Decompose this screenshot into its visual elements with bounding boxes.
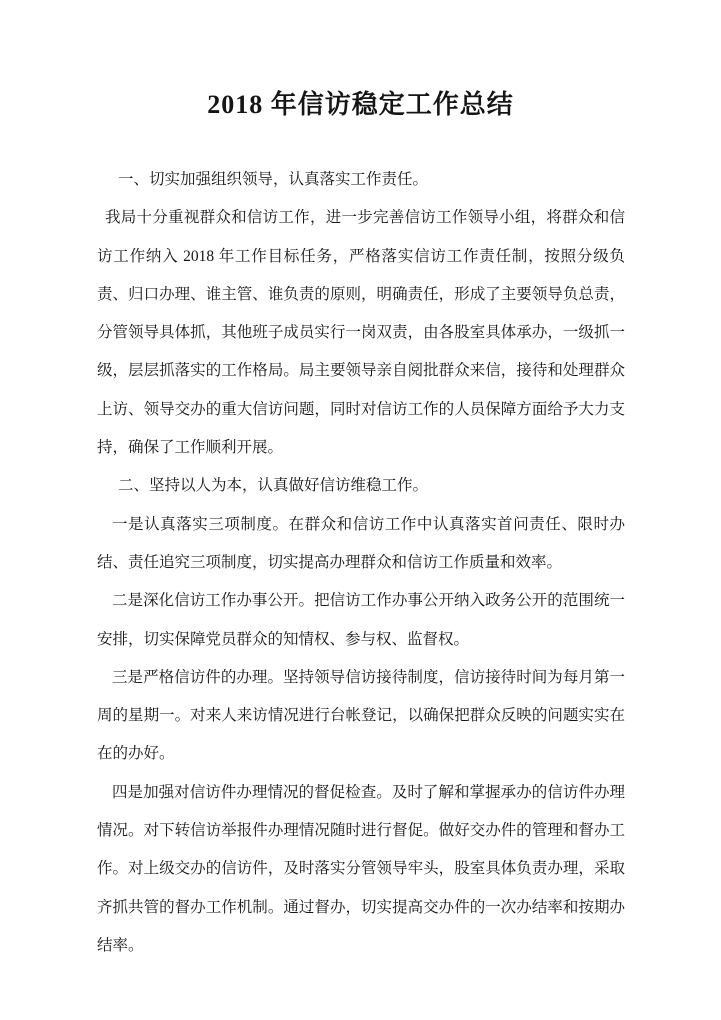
paragraph: 一是认真落实三项制度。在群众和信访工作中认真落实首问责任、限时办结、责任追究三项制度，切实提高办理群众和信访工作质量和效率。 [97, 515, 625, 571]
paragraph: 四是加强对信访件办理情况的督促检查。及时了解和掌握承办的信访件办理情况。对下转信访举报件办理情况随时进行督促。做好交办件的管理和督办工作。对上级交办的信访件，及时落实分管领导牢头，股室具体负责办理，采取齐抓共管的督办工作机制。通过督办，切实提高交办件的一次办结率和按期办结率。 [97, 783, 625, 954]
paragraph: 一、切实加强组织领导，认真落实工作责任。 [118, 171, 429, 188]
document-title: 2018 年信访稳定工作总结 [207, 90, 514, 119]
paragraph: 三是严格信访件的办理。坚持领导信访接待制度，信访接待时间为每月第一周的星期一。对来人来访情况进行台帐登记，以确保把群众反映的问题实实在在的办好。 [97, 668, 625, 763]
paragraph: 二、坚持以人为本，认真做好信访维稳工作。 [118, 477, 429, 495]
document-body [97, 161, 625, 965]
paragraph: 我局十分重视群众和信访工作，进一步完善信访工作领导小组，将群众和信访工作纳入 2018 年工作目标任务，严格落实信访工作责任制，按照分级负责、归口办理、谁主管、谁负责的原则，明确责任，形成了主要领导负总责，分管领导具体抓，其他班子成员实行一岗双责，由各股室具体承办，一级抓一级，层层抓落实的工作格局。局主要领导亲自阅批群众来信，接待和处理群众上访、领导交办的重大信访问题，同时对信访工作的人员保障方面给予大力支持，确保了工作顺利开展。 [97, 209, 625, 457]
paragraph: 二是深化信访工作办事公开。把信访工作办事公开纳入政务公开的范围统一安排，切实保障党员群众的知情权、参与权、监督权。 [97, 592, 625, 648]
